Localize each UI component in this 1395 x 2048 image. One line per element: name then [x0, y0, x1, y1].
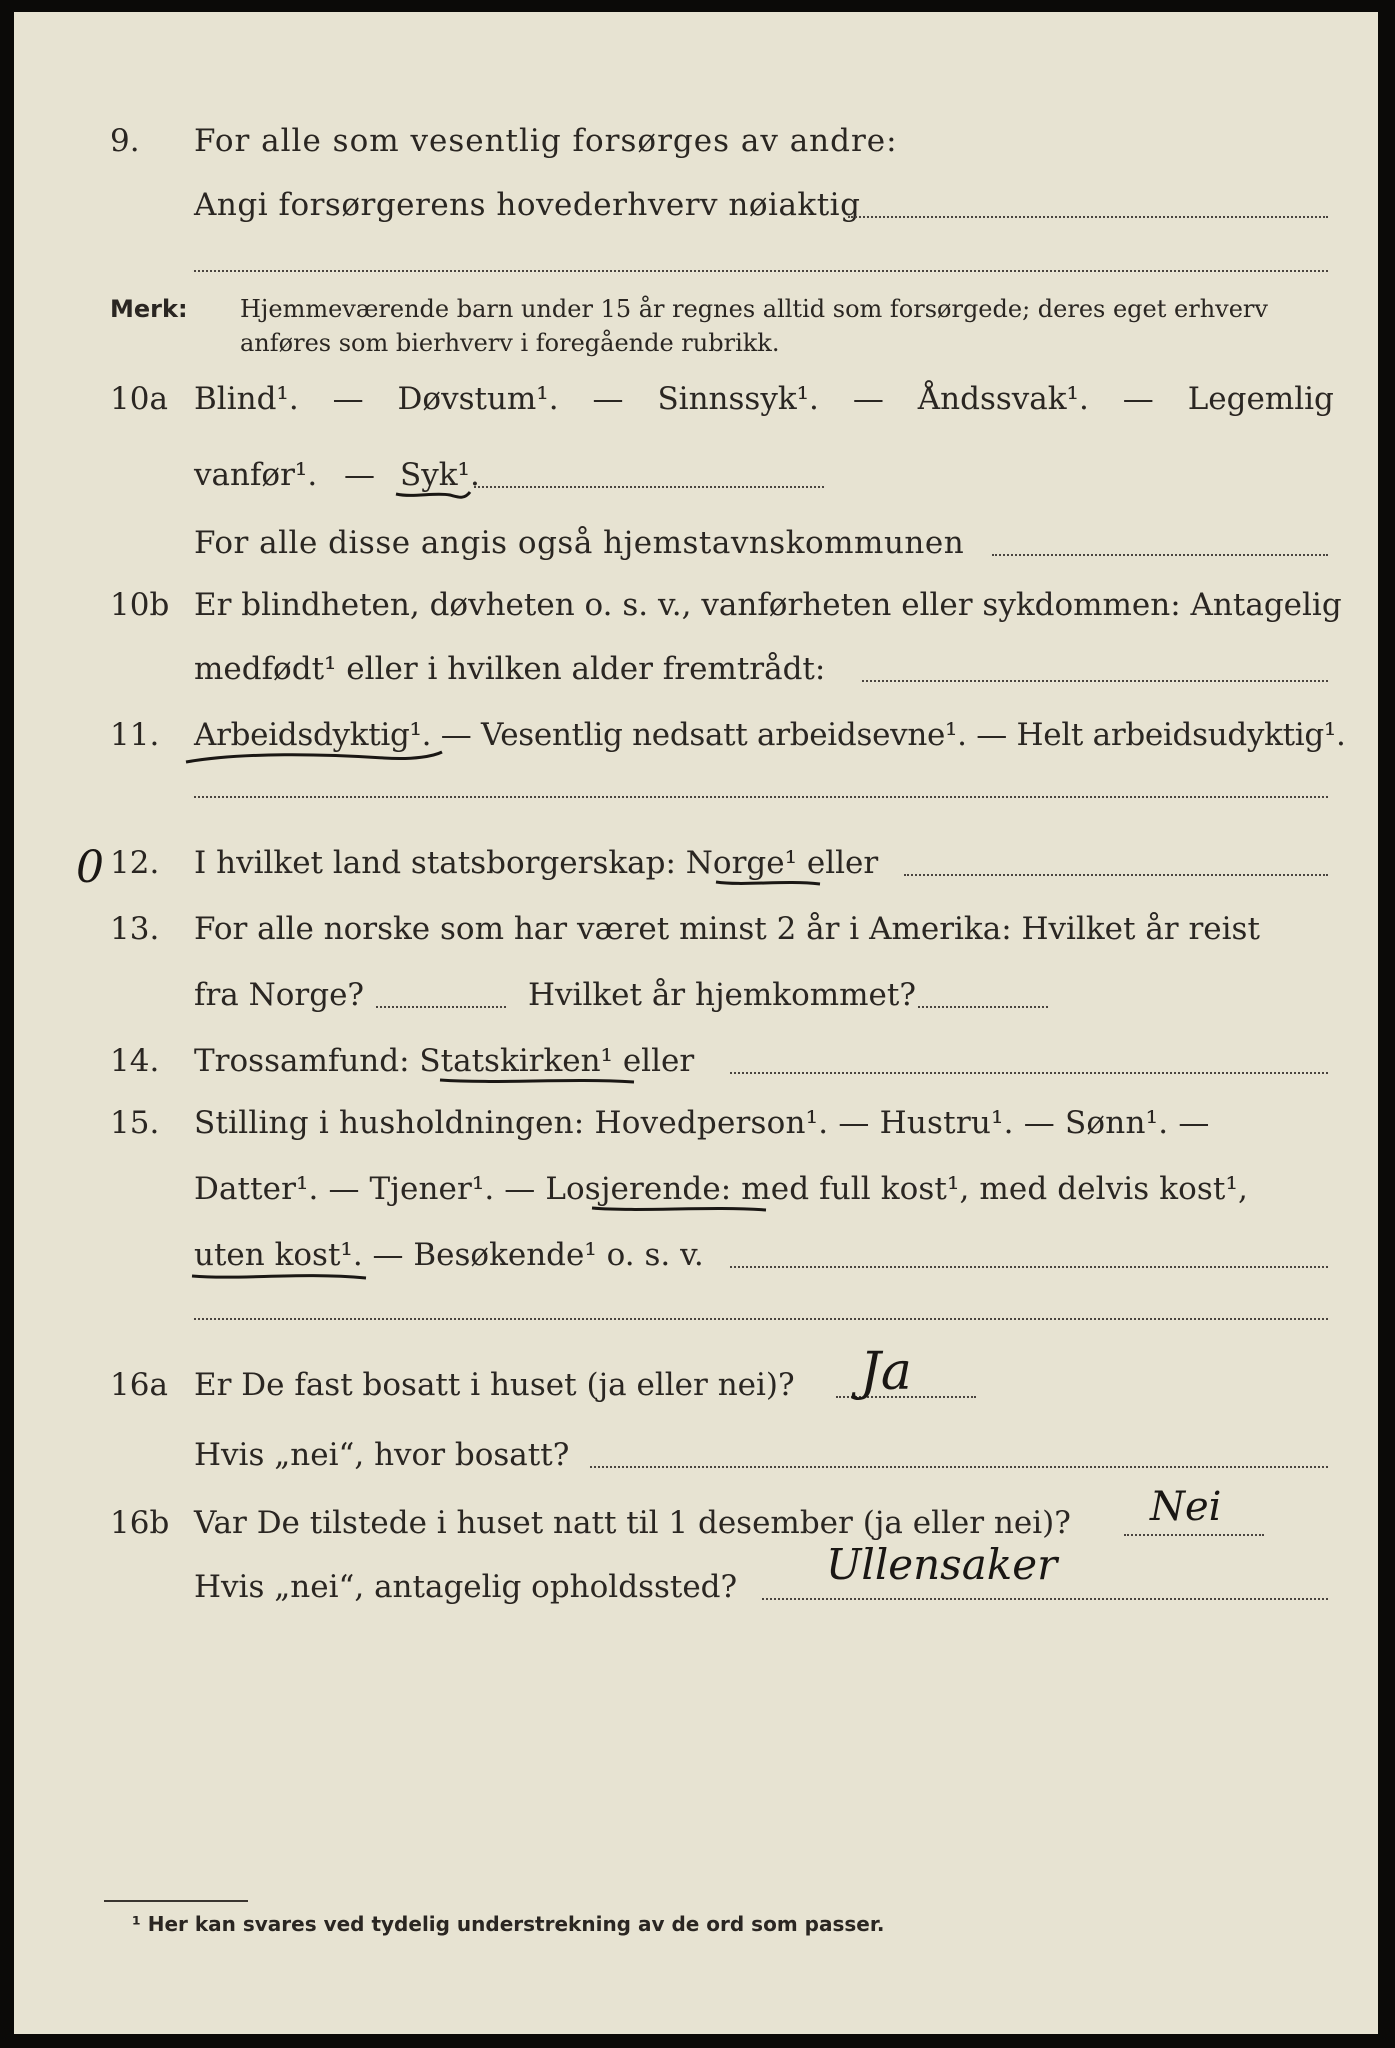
- q10a-option-andssvak[interactable]: Åndssvak¹.: [917, 381, 1089, 417]
- q10a-number: 10a: [110, 381, 168, 417]
- q10a-dash: —: [592, 381, 624, 417]
- arbeidsdyktig-underline-mark: [184, 748, 444, 770]
- statskirken-underline-mark: [438, 1074, 638, 1090]
- q16a-text-2: Hvis „nei“, hvor bosatt?: [194, 1437, 570, 1473]
- q10a-row-2: [14, 450, 1378, 500]
- q10a-dash: —: [1122, 381, 1154, 417]
- q16a-row-2: [14, 1430, 1378, 1480]
- q10b-number: 10b: [110, 587, 170, 623]
- q16a-number: 16a: [110, 1367, 168, 1403]
- merk-row-1: [14, 292, 1378, 326]
- q16a-bosatt-fill-line[interactable]: [590, 1466, 1328, 1468]
- q10a-dash: —: [852, 381, 884, 417]
- q16b-row-2: [14, 1562, 1378, 1612]
- q11-number: 11.: [110, 717, 160, 753]
- q14-row-1: [14, 1036, 1378, 1086]
- q16b-opholdssted-handwritten: Ullensaker: [826, 1540, 1058, 1589]
- q12-number: 12.: [110, 845, 160, 881]
- q9-row-1: [14, 116, 1378, 166]
- q12-fill-line[interactable]: [904, 874, 1328, 876]
- uten-kost-underline-mark: [190, 1268, 370, 1286]
- q14-fill-line[interactable]: [730, 1072, 1328, 1074]
- q16b-answer-line[interactable]: [1124, 1534, 1264, 1536]
- q9-number: 9.: [110, 123, 140, 159]
- q13-text-2a: fra Norge?: [194, 977, 365, 1013]
- q10a-row-3: [14, 518, 1378, 568]
- q15-text-2: Datter¹. — Tjener¹. — Losjerende: med full kost¹, med delvis kost¹,: [194, 1171, 1248, 1207]
- q15-number: 15.: [110, 1105, 160, 1141]
- merk-text-1: Hjemmeværende barn under 15 år regnes alltid som forsørgede; deres eget erhverv: [240, 295, 1268, 323]
- q15-row-2: [14, 1164, 1378, 1214]
- q14-number: 14.: [110, 1043, 160, 1079]
- syk-underline-mark: [394, 486, 474, 504]
- q13-row-1: [14, 904, 1378, 954]
- q10b-row-2: [14, 644, 1378, 694]
- q11-row-1: [14, 710, 1378, 760]
- footnote: ¹ Her kan svares ved tydelig understrekning av de ord som passer.: [132, 1912, 885, 1936]
- q10a-option-blind[interactable]: Blind¹.: [194, 381, 299, 417]
- q10a-hjemstavn-fill-line[interactable]: [992, 554, 1328, 556]
- q10a-dash: —: [344, 457, 375, 493]
- q10b-row-1: [14, 580, 1378, 630]
- q12-text-1: I hvilket land statsborgerskap: Norge¹ eller: [194, 845, 879, 881]
- q10a-dash: —: [332, 381, 364, 417]
- q16a-text-1: Er De fast bosatt i huset (ja eller nei)?: [194, 1367, 795, 1403]
- q16b-opholdssted-fill-line[interactable]: [762, 1598, 1328, 1600]
- q12-row-1: [14, 838, 1378, 888]
- merk-row-2: [14, 326, 1378, 360]
- losjerende-underline-mark: [590, 1202, 770, 1218]
- merk-text-2: anføres som bierhverv i foregående rubrikk.: [240, 329, 780, 357]
- q10a-option-sinnssyk[interactable]: Sinnssyk¹.: [657, 381, 819, 417]
- q16b-text-2: Hvis „nei“, antagelig opholdssted?: [194, 1569, 738, 1605]
- q11-text-1: Arbeidsdyktig¹. — Vesentlig nedsatt arbeidsevne¹. — Helt arbeidsudyktig¹.: [194, 717, 1346, 753]
- q9-fill-line-2[interactable]: [194, 270, 1328, 272]
- q15-fill-line[interactable]: [730, 1266, 1328, 1268]
- q15-text-3: uten kost¹. — Besøkende¹ o. s. v.: [194, 1237, 704, 1273]
- q13-text-1: For alle norske som har været minst 2 år i Amerika: Hvilket år reist: [194, 911, 1260, 947]
- q10a-option-legemlig[interactable]: Legemlig: [1187, 381, 1334, 417]
- census-form-page: [14, 12, 1378, 2034]
- q13-reist-fill-line[interactable]: [376, 1006, 506, 1008]
- q10b-text-1: Er blindheten, døvheten o. s. v., vanførheten eller sykdommen: Antagelig: [194, 587, 1342, 623]
- merk-label: Merk:: [110, 295, 188, 323]
- q10a-option-dovstum[interactable]: Døvstum¹.: [397, 381, 559, 417]
- q10b-text-2: medfødt¹ eller i hvilken alder fremtrådt:: [194, 651, 826, 687]
- q16b-answer-handwritten: Nei: [1150, 1484, 1222, 1530]
- q13-text-2b: Hvilket år hjemkommet?: [528, 977, 916, 1013]
- q13-number: 13.: [110, 911, 160, 947]
- q10b-fill-line[interactable]: [862, 680, 1328, 682]
- q13-row-2: [14, 970, 1378, 1020]
- q15-row-3: [14, 1230, 1378, 1280]
- q15-fill-line-2[interactable]: [194, 1318, 1328, 1320]
- q16b-text-1: Var De tilstede i huset natt til 1 desember (ja eller nei)?: [194, 1505, 1071, 1541]
- q16a-answer-handwritten: Ja: [860, 1342, 912, 1402]
- q15-row-1: [14, 1098, 1378, 1148]
- q10a-options: [194, 374, 1334, 424]
- q13-hjemkommet-fill-line[interactable]: [918, 1006, 1048, 1008]
- q10a-option-vanfor[interactable]: vanfør¹.: [194, 457, 318, 493]
- q10a-fill-line[interactable]: [474, 486, 824, 488]
- q16b-number: 16b: [110, 1505, 170, 1541]
- norge-underline-mark: [714, 876, 824, 892]
- margin-mark: 0: [76, 842, 104, 893]
- q10a-row-1: [14, 374, 1378, 424]
- q9-fill-line[interactable]: [848, 216, 1328, 218]
- q9-row-2: [14, 180, 1378, 230]
- q9-text-2: Angi forsørgerens hovederhverv nøiaktig: [194, 187, 861, 223]
- q11-fill-line[interactable]: [194, 796, 1328, 798]
- q16a-row-1: [14, 1360, 1378, 1410]
- footnote-rule: [104, 1900, 248, 1902]
- q14-text-1: Trossamfund: Statskirken¹ eller: [194, 1043, 695, 1079]
- q10a-text-3: For alle disse angis også hjemstavnskommunen: [194, 525, 965, 561]
- q9-text-1: For alle som vesentlig forsørges av andre:: [194, 123, 898, 159]
- q15-text-1: Stilling i husholdningen: Hovedperson¹. — Hustru¹. — Sønn¹. —: [194, 1105, 1210, 1141]
- q10a-option-syk[interactable]: Syk¹.: [400, 457, 480, 493]
